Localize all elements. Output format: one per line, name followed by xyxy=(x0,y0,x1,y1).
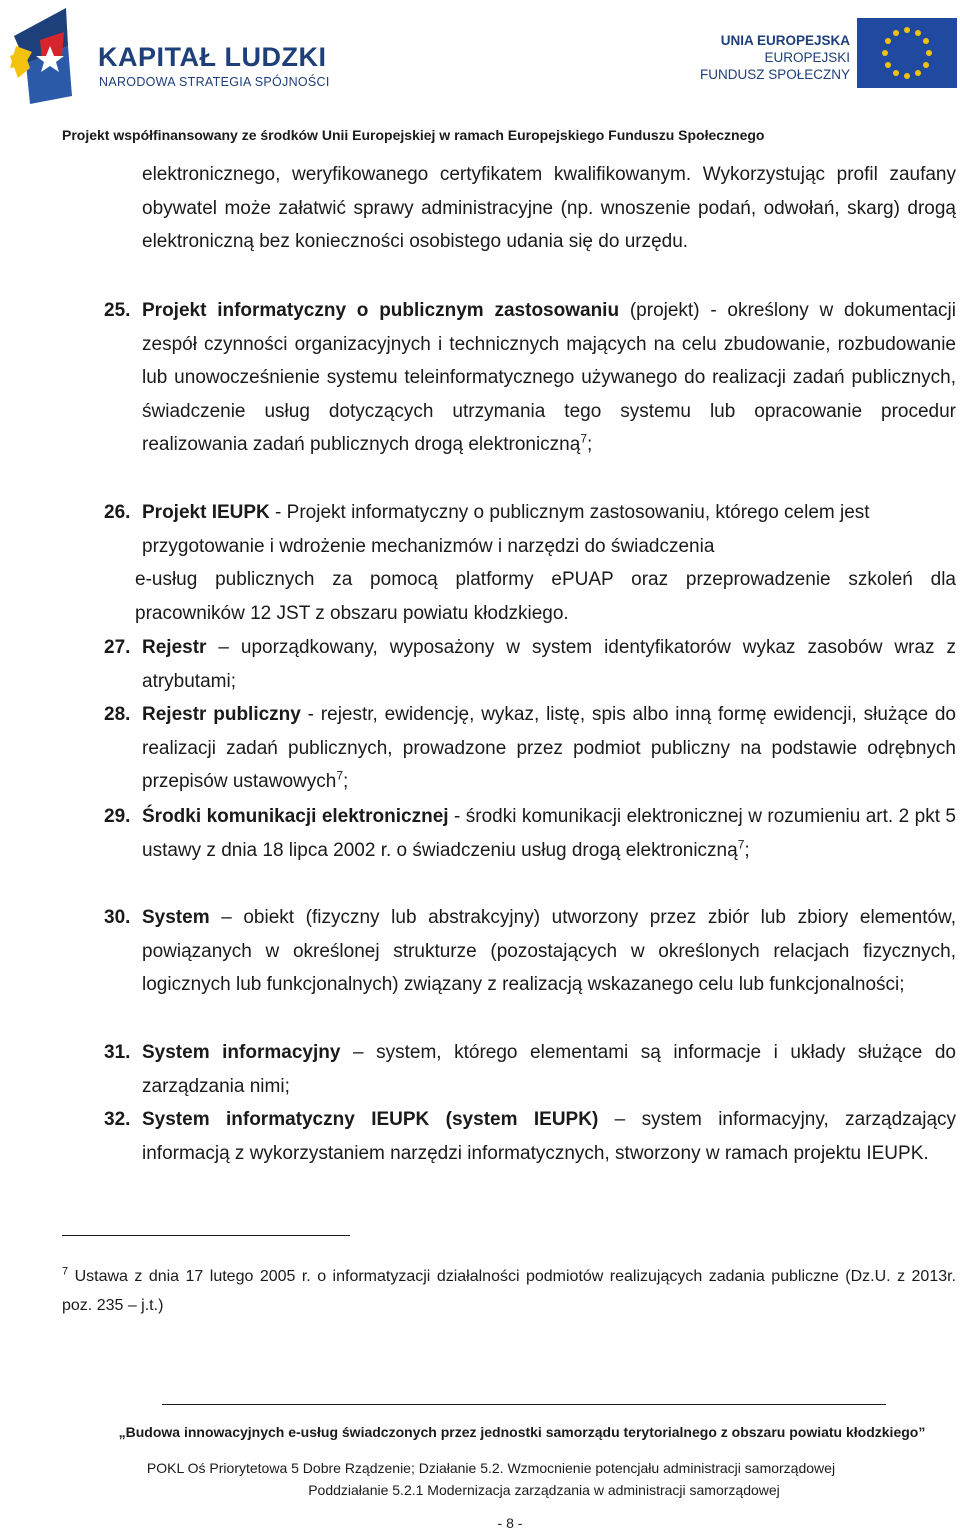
item-definition: (projekt) - określony w dokumentacji zespół czynności organizacyjnych i technicznych mających na celu zbudowanie, rozbudowanie lub unowocześnienie systemu teleinformatycznego używanego do realizacji zadań publicznych, świadczenie usług dotyczących utrzymania tego systemu lub opracowanie procedur realizowania zadań publicznych drogą elektroniczną xyxy=(142,300,956,456)
eu-logo-line2: EUROPEJSKI xyxy=(764,50,850,65)
eu-logo-line3: FUNDUSZ SPOŁECZNY xyxy=(700,67,851,82)
footer-priority-axis: POKL Oś Priorytetowa 5 Dobre Rządzenie; Działanie 5.2. Wzmocnienie potencjału administracji samorządowej xyxy=(146,1460,836,1476)
item-text xyxy=(142,800,956,867)
item-number: 25. xyxy=(104,300,131,321)
eu-logo-text xyxy=(700,32,850,83)
item-number: 29. xyxy=(104,806,131,827)
definition-item xyxy=(104,1103,956,1170)
item-definition: – uporządkowany, wyposażony w system identyfikatorów wykaz zasobów wraz z atrybutami; xyxy=(142,637,956,692)
definition-item xyxy=(104,496,956,630)
kapital-ludzki-emblem-icon xyxy=(6,6,86,106)
eu-flag-icon xyxy=(857,18,957,88)
item-text xyxy=(142,294,956,462)
page-number: - 8 - xyxy=(497,1515,523,1531)
kapital-ludzki-title: KAPITAŁ LUDZKI xyxy=(98,42,327,72)
footer-subaction: Poddziałanie 5.2.1 Modernizacja zarządzania w administracji samorządowej xyxy=(308,1482,780,1498)
item-text xyxy=(142,698,956,799)
item-number: 31. xyxy=(104,1042,131,1063)
footnote-text: Ustawa z dnia 17 lutego 2005 r. o informatyzacji działalności podmiotów realizujących zadania publiczne (Dz.U. z 2013r. poz. 235 – j.t.) xyxy=(62,1268,956,1314)
definition-item xyxy=(104,901,956,1002)
page-header xyxy=(0,0,960,150)
item-definition: – obiekt (fizyczny lub abstrakcyjny) utworzony przez zbiór lub zbiory elementów, powiązanych w określonej strukturze (pozostających w określonych relacjach fizycznych, logicznych lub funkcjonalnych) związany z realizacją wskazanego celu lub funkcjonalności; xyxy=(142,907,956,996)
item-text xyxy=(142,1036,956,1103)
item-term: System informacyjny xyxy=(142,1042,341,1063)
item-term: Rejestr publiczny xyxy=(142,704,301,725)
item-number: 32. xyxy=(104,1109,131,1130)
footer-project-title: „Budowa innowacyjnych e-usług świadczonych przez jednostki samorządu terytorialnego z obszaru powiatu kłodzkiego” xyxy=(118,1424,926,1440)
item-tail: ; xyxy=(587,434,593,456)
item-text xyxy=(142,901,956,1002)
definition-item xyxy=(104,698,956,799)
footnote-separator xyxy=(62,1235,350,1236)
footer-separator xyxy=(162,1404,886,1405)
intro-paragraph: elektronicznego, weryfikowanego certyfikatem kwalifikowanym. Wykorzystując profil zaufany obywatel może załatwić sprawy administracyjne (np. wnoszenie podań, odwołań, skarg) drogą elektroniczną bez konieczności osobistego udania się do urzędu. xyxy=(142,164,956,253)
item-tail: ; xyxy=(744,839,750,861)
cofinancing-note: Projekt współfinansowany ze środków Unii Europejskiej w ramach Europejskiego Funduszu Społecznego xyxy=(62,127,765,143)
item-definition: - środki komunikacji elektronicznej w rozumieniu art. 2 pkt 5 ustawy z dnia 18 lipca 2002 r. o świadczeniu usług drogą elektroniczną xyxy=(142,806,956,861)
item-definition: – system informacyjny, zarządzający informacją z wykorzystaniem narzędzi informatycznych, stworzony w ramach projektu IEUPK. xyxy=(142,1109,957,1164)
item-number: 27. xyxy=(104,637,131,658)
item-term: Projekt IEUPK xyxy=(142,502,270,523)
footnote-ref: 7 xyxy=(737,837,745,852)
item-tail: ; xyxy=(343,771,349,793)
item-definition: - rejestr, ewidencję, wykaz, listę, spis albo inną formę ewidencji, służące do realizacji zadań publicznych, prowadzone przez podmiot publiczny na podstawie odrębnych przepisów ustawowych xyxy=(142,704,956,793)
item-text xyxy=(142,1103,956,1170)
item-term: Środki komunikacji elektronicznej xyxy=(142,806,449,827)
item-number: 26. xyxy=(104,502,131,523)
footnote-mark: 7 xyxy=(62,1265,69,1278)
definition-item xyxy=(104,1036,956,1103)
definition-item xyxy=(104,294,956,462)
footnote-ref: 7 xyxy=(580,432,588,447)
kapital-ludzki-logo xyxy=(6,6,336,106)
kapital-ludzki-subtitle: NARODOWA STRATEGIA SPÓJNOŚCI xyxy=(99,75,330,89)
item-text xyxy=(142,631,956,698)
item-number: 30. xyxy=(104,907,131,928)
item-definition: - Projekt informatyczny o publicznym zastosowaniu, którego celem jest przygotowanie i wdrożenie mechanizmów i narzędzi do świadczenia xyxy=(142,502,870,557)
item-term: System xyxy=(142,907,210,928)
definition-item xyxy=(104,631,956,698)
definition-item xyxy=(104,800,956,867)
item-term: Projekt informatyczny o publicznym zastosowaniu xyxy=(142,300,620,321)
footnote-ref: 7 xyxy=(336,768,343,783)
item-continuation: e-usług publicznych za pomocą platformy ePUAP oraz przeprowadzenie szkoleń dla pracowników 12 JST z obszaru powiatu kłodzkiego. xyxy=(135,569,956,624)
item-number: 28. xyxy=(104,704,131,725)
item-text xyxy=(142,496,956,563)
footnote xyxy=(62,1262,956,1320)
item-definition: – system, którego elementami są informacje i układy służące do zarządzania nimi; xyxy=(142,1042,956,1097)
eu-logo-line1: UNIA EUROPEJSKA xyxy=(720,33,850,48)
item-term: System informatyczny IEUPK (system IEUPK) xyxy=(142,1109,599,1130)
item-term: Rejestr xyxy=(142,637,207,658)
eu-logo xyxy=(700,18,958,98)
